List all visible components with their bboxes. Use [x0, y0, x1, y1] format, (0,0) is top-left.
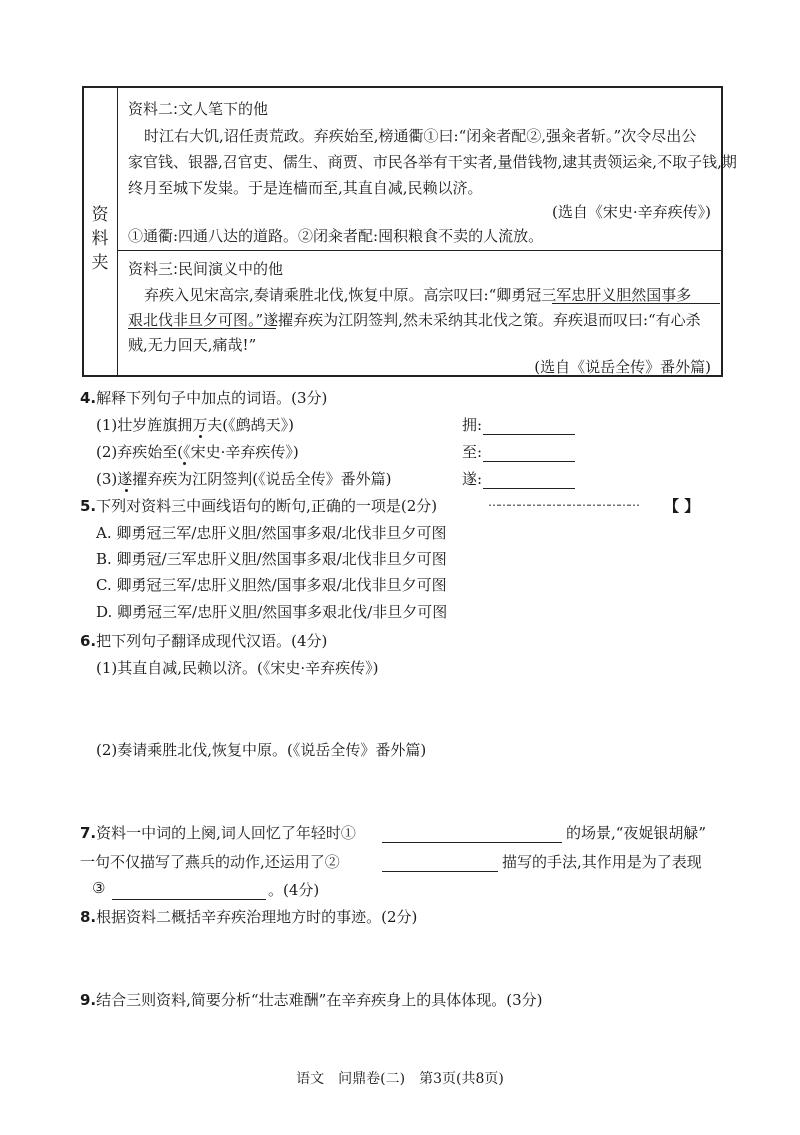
material-2-note: ①通衢:四通八达的道路。②闭籴者配:囤积粮食不卖的人流放。 — [128, 227, 544, 245]
q5-option: D. 卿勇冠三军/忠肝义胆/然国事多艰北伐/非旦夕可图 — [96, 603, 448, 621]
answer-blank[interactable] — [382, 842, 562, 843]
material-box — [82, 86, 737, 377]
question-text: 结合三则资料,简要分析“壮志难酬”在辛弃疾身上的具体体现。(3分) — [96, 991, 543, 1009]
question-5 — [80, 495, 437, 516]
material-3-line: 弃疾入见宋高宗,奏请乘胜北伐,恢复中原。高宗叹曰:“卿勇冠三军忠肝义胆然国事多 — [144, 286, 692, 304]
q4-item: (2)弃疾始至(《宋史·辛弃疾传》) — [96, 443, 299, 461]
page-footer: 语文 问鼎卷(二) 第3页(共8页) — [296, 1071, 504, 1087]
q5-option: B. 卿勇冠/三军忠肝义胆/然国事多艰/北伐非旦夕可图 — [96, 550, 447, 568]
emphasis-dot — [199, 435, 202, 438]
q5-option: A. 卿勇冠三军/忠肝义胆/然国事多艰/北伐非旦夕可图 — [96, 524, 447, 542]
q4-item: (1)壮岁旌旗拥万夫(《鹧鸪天》) — [96, 416, 294, 434]
question-text: 的场景,“夜娖银胡觮” — [566, 824, 707, 842]
material-3-source: (选自《说岳全传》番外篇) — [534, 358, 711, 376]
q6-item: (1)其直自减,民赖以济。(《宋史·辛弃疾传》) — [96, 659, 379, 677]
material-3-title: 资料三:民间演义中的他 — [128, 260, 284, 278]
question-9 — [80, 989, 543, 1010]
material-2-line: 家官钱、银器,召官吏、儒生、商贾、市民各举有干实者,量借钱物,逮其责领运籴,不取子钱,期 — [128, 153, 737, 171]
leader-dots: ……………………………………… — [488, 495, 638, 509]
q5-option: C. 卿勇冠三军/忠肝义胆然/国事多艰/北伐非旦夕可图 — [96, 576, 447, 594]
question-text: 描写的手法,其作用是为了表现 — [502, 853, 702, 871]
material-3-line: 艰北伐非旦夕可图。”遂擢弃疾为江阴签判,然未采纳其北伐之策。弃疾退而叹曰:“有心杀 — [128, 311, 701, 329]
question-text: 资料一中词的上阕,词人回忆了年轻时① — [96, 824, 356, 842]
question-number: 4. — [80, 389, 97, 407]
question-number: 9. — [80, 991, 97, 1009]
answer-blank[interactable] — [483, 434, 575, 435]
emphasis-dot — [183, 462, 186, 465]
side-label-char: 夹 — [91, 253, 109, 273]
material-divider — [118, 250, 721, 251]
answer-bracket[interactable]: 【 】 — [664, 497, 700, 515]
question-text: 把下列句子翻译成现代汉语。(4分) — [96, 632, 328, 650]
material-2-line: 终月至城下发粜。于是连樯而至,其直自减,民赖以济。 — [128, 179, 483, 197]
answer-blank[interactable] — [483, 461, 575, 462]
material-2-title: 资料二:文人笔下的他 — [128, 100, 269, 118]
question-4 — [80, 387, 327, 408]
question-text: 根据资料二概括辛弃疾治理地方时的事迹。(2分) — [96, 908, 418, 926]
question-text: 一句不仅描写了燕兵的动作,还运用了② — [80, 853, 340, 871]
side-label-char: 资 — [91, 205, 109, 225]
q4-item: (3)遂擢弃疾为江阴签判(《说岳全传》番外篇) — [96, 470, 392, 488]
question-number: 8. — [80, 908, 97, 926]
question-number: 7. — [80, 824, 97, 842]
emphasis-dot — [125, 489, 128, 492]
q4-item-key: 拥: — [462, 416, 483, 434]
answer-blank[interactable] — [112, 899, 266, 900]
question-text: 下列对资料三中画线语句的断句,正确的一项是(2分) — [96, 497, 438, 515]
material-2-source: (选自《宋史·辛弃疾传》) — [552, 203, 711, 221]
question-6 — [80, 630, 327, 651]
q4-item-key: 遂: — [462, 470, 483, 488]
q4-item-key: 至: — [462, 443, 483, 461]
underlined-sentence-mark — [552, 303, 720, 304]
material-box-side-label — [84, 88, 118, 375]
question-text: 。(4分) — [268, 881, 320, 899]
underlined-sentence-mark — [128, 328, 276, 329]
answer-blank[interactable] — [483, 488, 575, 489]
question-7 — [80, 822, 356, 843]
answer-blank[interactable] — [382, 871, 498, 872]
side-label-char: 料 — [91, 229, 109, 249]
q6-item: (2)奏请乘胜北伐,恢复中原。(《说岳全传》番外篇) — [96, 741, 427, 759]
material-2-line: 时江右大饥,诏任责荒政。弃疾始至,榜通衢①曰:“闭籴者配②,强籴者斩。”次令尽出公 — [144, 127, 697, 145]
question-text: 解释下列句子中加点的词语。(3分) — [96, 389, 328, 407]
question-text: ③ — [92, 879, 106, 897]
question-8 — [80, 906, 417, 927]
question-number: 5. — [80, 497, 97, 515]
question-number: 6. — [80, 632, 97, 650]
material-3-line: 贼,无力回天,痛哉!” — [128, 336, 257, 354]
